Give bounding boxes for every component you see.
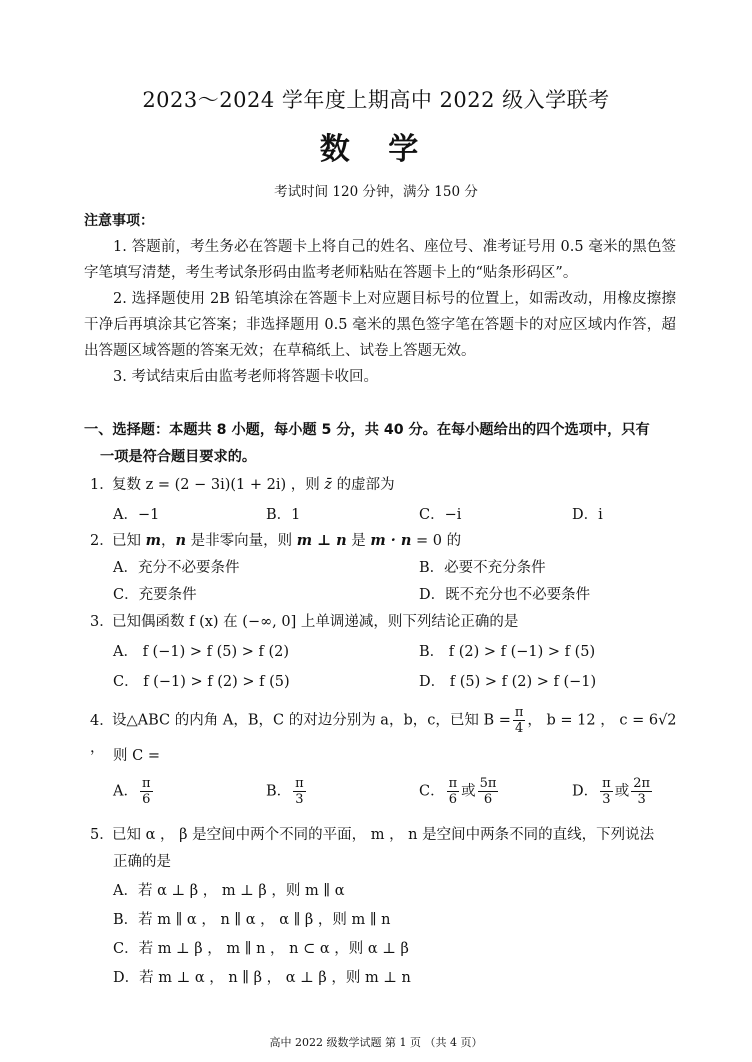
dot-condition: m · n: [370, 532, 412, 549]
question-stem: = 0 的: [411, 533, 462, 549]
option-label: A．: [113, 783, 138, 800]
question-5: [90, 823, 680, 844]
perp-condition: m ⊥ n: [296, 532, 347, 549]
fraction-numerator: π: [141, 776, 151, 791]
option-label: D．: [572, 783, 599, 800]
option-a: [113, 776, 155, 807]
notes-block: [84, 208, 676, 390]
option-d: D． f (5) > f (2) > f (−1): [419, 674, 597, 690]
fraction: [600, 776, 613, 807]
fraction-pi-over-4: [513, 705, 526, 736]
option-b: B． f (2) > f (−1) > f (5): [419, 644, 596, 660]
section-heading-line2: 一项是符合题目要求的。: [100, 449, 257, 465]
fraction-numerator: 5π: [479, 776, 497, 791]
vector-m: m: [145, 532, 161, 549]
question-5-continued: 正确的是: [113, 854, 171, 870]
question-3: [90, 610, 680, 631]
option-c: C．若 m ⊥ β ， m ∥ n ， n ⊂ α ，则 α ⊥ β: [113, 941, 409, 957]
fraction-numerator: π: [295, 776, 304, 791]
fraction-denominator: 3: [602, 792, 611, 807]
note-item: 1. 答题前，考生务必在答题卡上将自己的姓名、座位号、准考证号用 0.5 毫米的黑色签字笔填写清楚，考生考试条形码由监考老师粘贴在答题卡上的“贴条形码区”。: [84, 239, 676, 281]
or-word: 或: [461, 783, 476, 800]
fraction-denominator: 4: [515, 721, 524, 736]
math-conjugate: z̄: [324, 477, 333, 493]
question-number: 3．: [90, 614, 114, 630]
fraction: [478, 776, 499, 807]
option-a: A．充分不必要条件: [113, 560, 240, 576]
fraction: [140, 776, 153, 807]
option-b: B．1: [266, 507, 301, 523]
question-stem: 是: [346, 533, 371, 549]
question-number: 2．: [90, 533, 114, 549]
option-d: D．若 m ⊥ α ， n ∥ β ， α ⊥ β ，则 m ⊥ n: [113, 970, 411, 986]
fraction-denominator: 6: [448, 792, 458, 807]
option-d: D．i: [572, 507, 603, 523]
option-label: B．: [266, 783, 292, 800]
option-a: A．−1: [113, 507, 160, 523]
question-number: 4．: [90, 712, 114, 729]
page-footer: 高中 2022 级数学试题 第 1 页 （共 4 页）: [269, 1036, 483, 1049]
question-4-continued: 则 C =: [113, 748, 160, 764]
question-2: [90, 529, 680, 550]
question-number: 5．: [90, 827, 114, 843]
question-stem: 已知偶函数 f (x) 在 (−∞, 0] 上单调递减，则下列结论正确的是: [112, 614, 519, 630]
fraction-numerator: π: [448, 776, 458, 791]
question-stem: 设△ABC 的内角 A，B，C 的对边分别为 a，b，c，已知 B =: [112, 712, 511, 729]
question-stem: ，: [160, 533, 176, 549]
fraction-denominator: 3: [637, 792, 646, 807]
option-c: [419, 776, 500, 807]
option-b: B．若 m ∥ α ， n ∥ α ， α ∥ β ，则 m ∥ n: [113, 912, 391, 928]
note-item: 2. 选择题使用 2B 铅笔填涂在答题卡上对应题目标号的位置上，如需改动，用橡皮擦擦干净后再填涂其它答案；非选择题用 0.5 毫米的黑色签字笔在答题卡的对应区域内作答，超出答题区域答题的答案无效；在草稿纸上、试卷上答题无效。: [84, 291, 676, 359]
question-stem-end: 的虚部为: [332, 477, 395, 493]
vector-n: n: [175, 532, 186, 549]
option-label: C．: [419, 783, 445, 800]
fraction-numerator: π: [514, 705, 524, 720]
notes-heading: 注意事项：: [84, 213, 154, 229]
question-number: 1．: [90, 477, 114, 493]
option-d: [572, 776, 654, 807]
fraction: [631, 776, 652, 807]
question-stem: 已知: [112, 533, 146, 549]
question-stem: 是非零向量，则: [186, 533, 297, 549]
fraction: [447, 776, 460, 807]
option-b: B．必要不充分条件: [419, 560, 546, 576]
option-a: A．若 α ⊥ β ， m ⊥ β ，则 m ∥ α: [113, 883, 345, 899]
exam-info: 考试时间 120 分钟，满分 150 分: [274, 184, 478, 200]
fraction-denominator: 3: [295, 792, 304, 807]
or-word: 或: [614, 783, 630, 800]
option-c: C．−i: [419, 507, 462, 523]
option-c: C． f (−1) > f (2) > f (5): [113, 674, 290, 690]
option-c: C．充要条件: [113, 587, 197, 603]
subject-title: 数 学: [319, 132, 433, 167]
question-1: [90, 473, 680, 494]
option-a: A． f (−1) > f (5) > f (2): [113, 644, 290, 660]
fraction-denominator: 6: [142, 792, 151, 807]
question-stem: 复数 z = (2 − 3i)(1 + 2i) ，则: [112, 477, 325, 493]
exam-title: 2023～2024 学年度上期高中 2022 级入学联考: [142, 88, 610, 112]
section-heading: [84, 417, 676, 471]
option-d: D．既不充分也不必要条件: [419, 587, 591, 603]
fraction-numerator: π: [602, 776, 611, 791]
option-b: [266, 776, 308, 807]
fraction: [293, 776, 306, 807]
question-stem: ， b = 12 ， c = 6√2 ，: [90, 712, 677, 756]
question-stem: 已知 α ， β 是空间中两个不同的平面， m ， n 是空间中两条不同的直线，下列说法: [112, 827, 655, 843]
section-heading-line1: 一、选择题：本题共 8 小题，每小题 5 分，共 40 分。在每小题给出的四个选项中，只有: [84, 422, 650, 438]
fraction-denominator: 6: [483, 792, 493, 807]
note-item: 3. 考试结束后由监考老师将答题卡收回。: [113, 369, 378, 385]
fraction-numerator: 2π: [633, 776, 651, 791]
